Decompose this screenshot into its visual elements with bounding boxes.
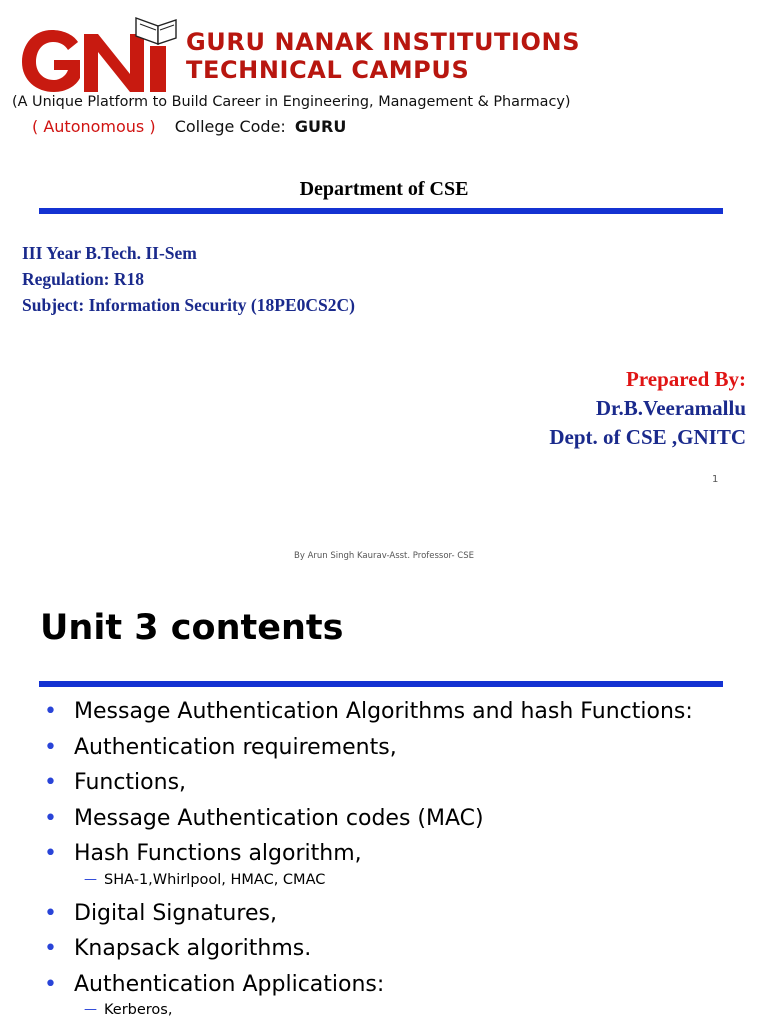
prepared-by-block: [549, 365, 746, 452]
prepared-by-label: Prepared By:: [626, 367, 746, 391]
bullet-icon: •: [44, 900, 57, 926]
contents-list: [44, 694, 760, 1026]
gni-logo-icon: [18, 14, 178, 98]
title-divider: [39, 208, 723, 214]
author-name: Dr.B.Veeramallu: [595, 396, 746, 420]
list-item: [44, 836, 760, 872]
sub-item-text: Kerberos,: [104, 1002, 173, 1018]
college-code-label: College Code:: [174, 117, 286, 136]
list-item-text: Message Authentication codes (MAC): [74, 805, 484, 831]
page-number: 1: [712, 474, 719, 485]
college-code-value: GURU: [294, 117, 347, 136]
sub-list-item: [44, 868, 760, 892]
unit-title: Unit 3 contents: [40, 608, 344, 648]
bullet-icon: •: [44, 699, 57, 724]
bullet-icon: •: [44, 936, 57, 961]
college-code-line: [32, 117, 346, 136]
bullet-icon: •: [44, 841, 57, 866]
list-item: [44, 694, 760, 730]
autonomous-label: ( Autonomous ): [32, 117, 156, 136]
dash-icon: —: [84, 1002, 97, 1017]
unit-divider: [39, 681, 723, 687]
bullet-icon: •: [44, 734, 57, 760]
list-item: [44, 931, 760, 967]
bullet-icon: •: [44, 805, 57, 831]
course-subject: Subject: Information Security (18PE0CS2C): [22, 295, 355, 315]
list-item: [44, 967, 760, 1003]
list-item: [44, 801, 760, 837]
institution-line-1: GURU NANAK INSTITUTIONS: [186, 28, 581, 56]
dash-icon: —: [84, 871, 97, 887]
sub-item-text: SHA-1,Whirlpool, HMAC, CMAC: [104, 871, 326, 888]
list-item-text: Authentication requirements,: [74, 734, 397, 760]
course-info: [22, 240, 355, 318]
list-item-text: Authentication Applications:: [74, 971, 385, 997]
list-item-text: Digital Signatures,: [74, 900, 277, 926]
list-item: [44, 765, 760, 801]
list-item: [44, 896, 760, 932]
list-item-text: Knapsack algorithms.: [74, 936, 312, 961]
slide-footer: By Arun Singh Kaurav-Asst. Professor- CSE: [294, 551, 474, 561]
tagline: (A Unique Platform to Build Career in Engineering, Management & Pharmacy): [12, 94, 571, 110]
department-title: Department of CSE: [299, 178, 469, 200]
sub-list-item: [44, 998, 760, 1022]
course-year: III Year B.Tech. II-Sem: [22, 243, 197, 263]
list-item: [44, 730, 760, 766]
author-department: Dept. of CSE ,GNITC: [549, 425, 746, 449]
list-item-text: Functions,: [74, 770, 187, 795]
bullet-icon: •: [44, 770, 57, 795]
list-item-text: Hash Functions algorithm,: [74, 841, 362, 866]
institution-line-2: TECHNICAL CAMPUS: [186, 56, 470, 84]
bullet-icon: •: [44, 971, 57, 997]
course-regulation: Regulation: R18: [22, 269, 145, 289]
institution-name: [186, 28, 580, 84]
list-item-text: Message Authentication Algorithms and hash Functions:: [74, 699, 693, 724]
